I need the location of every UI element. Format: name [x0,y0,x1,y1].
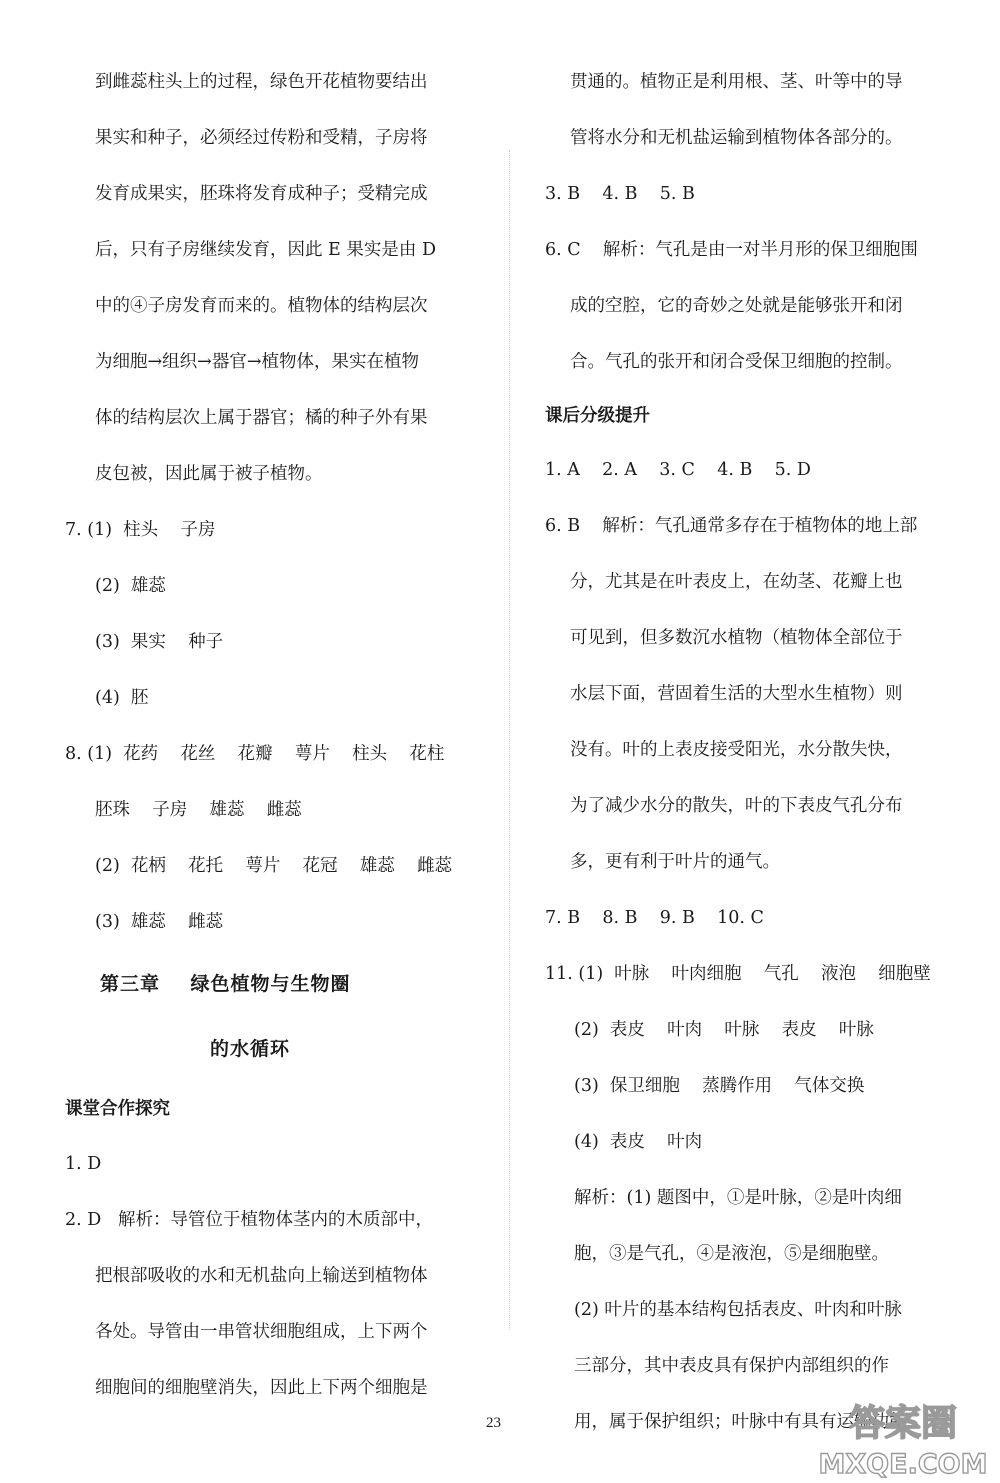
answer-line: (3) 果实 种子 [95,632,224,652]
answer-line: 8. (1) 花药 花丝 花瓣 萼片 柱头 花柱 [65,744,445,764]
text-line: 皮包被，因此属于被子植物。 [95,464,323,484]
text-line: 分，尤其是在叶表皮上，在幼茎、花瓣上也 [570,572,903,592]
text-line: 把根部吸收的水和无机盐向上输送到植物体 [95,1266,428,1286]
watermark-bottom-text: MXQE.COM [818,1449,988,1480]
text-line: 到雌蕊柱头上的过程，绿色开花植物要结出 [95,72,428,92]
watermark-top-text: 答案圈 [848,1403,958,1444]
answer-line: 3. B 4. B 5. B [545,184,695,204]
answer-line: (4) 胚 [95,688,149,708]
text-line: 中的④子房发育而来的。植物体的结构层次 [95,296,428,316]
text-line: 管将水分和无机盐运输到植物体各部分的。 [570,128,903,148]
text-line: 果实和种子，必须经过传粉和受精，子房将 [95,128,428,148]
text-line: 为了减少水分的散失，叶的下表皮气孔分布 [570,796,903,816]
explanation-line: 解析：(1) 题图中，①是叶脉，②是叶肉细 [574,1188,902,1208]
text-line: 合。气孔的张开和闭合受保卫细胞的控制。 [570,352,903,372]
page-number: 23 [486,1415,501,1431]
text-line: 多，更有利于叶片的通气。 [570,852,780,872]
text-line: 各处。导管由一串管状细胞组成，上下两个 [95,1322,428,1342]
explanation-line: 三部分，其中表皮具有保护内部组织的作 [574,1356,889,1376]
answer-line: (3) 雄蕊 雌蕊 [95,912,224,932]
chapter-title: 第三章 绿色植物与生物圈 [100,973,351,995]
answer-line: (2) 雄蕊 [95,576,166,596]
text-line: 水层下面，营固着生活的大型水生植物）则 [570,684,903,704]
text-line: 可见到，但多数沉水植物（植物体全部位于 [570,628,903,648]
answer-line: 1. D [65,1154,102,1174]
answer-line: 7. B 8. B 9. B 10. C [545,908,764,928]
answer-line: 6. C 解析：气孔是由一对半月形的保卫细胞围 [545,240,918,260]
answer-line: (2) 表皮 叶肉 叶脉 表皮 叶脉 [574,1020,874,1040]
answer-line: (2) 花柄 花托 萼片 花冠 雄蕊 雌蕊 [95,856,453,876]
text-line: 后，只有子房继续发育，因此 E 果实是由 D [95,240,436,260]
text-line: 体的结构层次上属于器官；橘的种子外有果 [95,408,428,428]
text-line: 成的空腔，它的奇妙之处就是能够张开和闭 [570,296,903,316]
explanation-line: (2) 叶片的基本结构包括表皮、叶肉和叶脉 [574,1300,902,1320]
text-line: 发育成果实，胚珠将发育成种子；受精完成 [95,184,428,204]
explanation-line: 胞，③是气孔，④是液泡，⑤是细胞壁。 [574,1244,889,1264]
section-heading: 课堂合作探究 [65,1099,170,1119]
text-line: 贯通的。植物正是利用根、茎、叶等中的导 [570,72,903,92]
answer-line: 7. (1) 柱头 子房 [65,520,216,540]
text-line: 没有。叶的上表皮接受阳光，水分散失快， [570,740,903,760]
answer-line: (4) 表皮 叶肉 [574,1132,703,1152]
answer-line: 胚珠 子房 雄蕊 雌蕊 [95,800,302,820]
section-heading: 课后分级提升 [545,406,650,426]
text-line: 细胞间的细胞壁消失，因此上下两个细胞是 [95,1378,428,1398]
answer-line: 6. B 解析：气孔通常多存在于植物体的地上部 [545,516,918,536]
text-line: 为细胞→组织→器官→植物体，果实在植物 [95,352,419,372]
column-divider [509,150,510,1330]
explanation-line: 用，属于保护组织；叶脉中有具有运输功能 [574,1412,907,1432]
answer-line: 2. D 解析：导管位于植物体茎内的木质部中， [65,1210,433,1230]
watermark-logo [808,1395,998,1481]
chapter-title-continued: 的水循环 [210,1038,291,1060]
answer-line: 1. A 2. A 3. C 4. B 5. D [545,460,811,480]
answer-line: 11. (1) 叶脉 叶肉细胞 气孔 液泡 细胞壁 [545,964,931,984]
answer-line: (3) 保卫细胞 蒸腾作用 气体交换 [574,1076,865,1096]
